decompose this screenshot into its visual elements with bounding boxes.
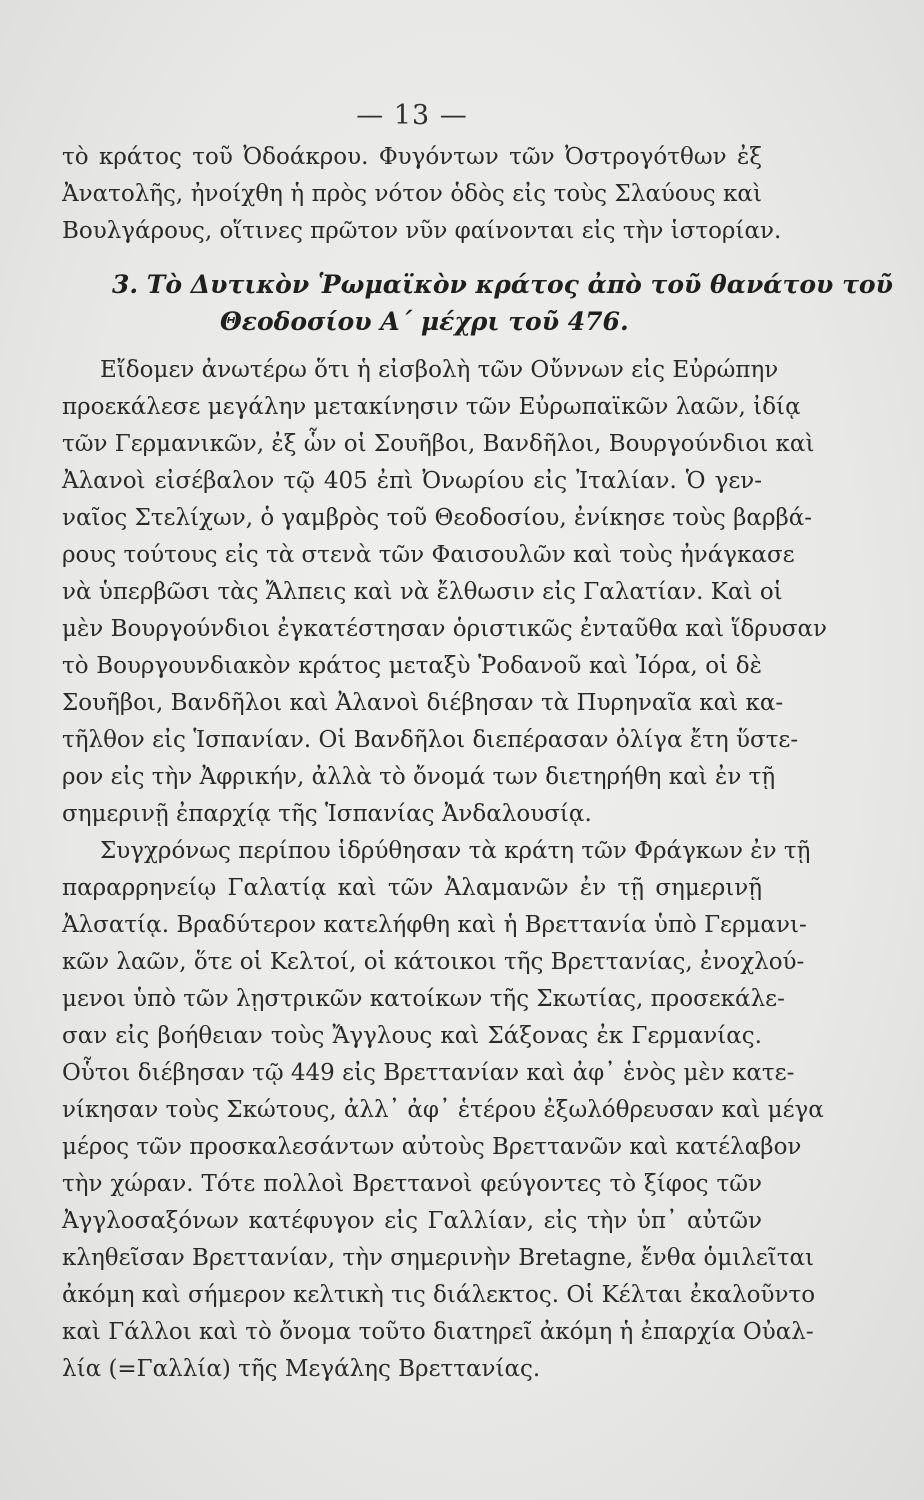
text-line: μενοι ὑπὸ τῶν λῃστρικῶν κατοίκων τῆς Σκωτίας, προσεκάλε- [62,986,785,1012]
text-line: Ἀγγλοσαξόνων κατέφυγον εἰς Γαλλίαν, εἰς τὴν ὑπ᾽ αὐτῶν [62,1208,762,1234]
text-line: μὲν Βουργούνδιοι ἐγκατέστησαν ὁριστικῶς ἐνταῦθα καὶ ἵδρυσαν [62,616,828,642]
text-line: παραρρηνείῳ Γαλατίᾳ καὶ τῶν Ἀλαμανῶν ἐν τῇ σημερινῇ [62,875,762,901]
text-line: ρους τούτους εἰς τὰ στενὰ τῶν Φαισουλῶν καὶ τοὺς ἠνάγκασε [62,542,795,568]
text-line: τῶν Γερμανικῶν, ἐξ ὧν οἱ Σουῆβοι, Βανδῆλοι, Βουργούνδιοι καὶ [62,431,815,457]
text-line: προεκάλεσε μεγάλην μετακίνησιν τῶν Εὐρωπαϊκῶν λαῶν, ἰδίᾳ [62,394,801,420]
text-line: ναῖος Στελίχων, ὁ γαμβρὸς τοῦ Θεοδοσίου, ἐνίκησε τοὺς βαρβά- [62,505,813,531]
text-line: λία (=Γαλλία) τῆς Μεγάλης Βρεττανίας. [62,1356,541,1382]
section-heading-continued: Θεοδοσίου Α΄ μέχρι τοῦ 476. [220,307,629,336]
page-number: — 13 — [356,100,468,131]
text-line: Συγχρόνως περίπου ἱδρύθησαν τὰ κράτη τῶν Φράγκων ἐν τῇ [100,838,811,864]
text-line: νίκησαν τοὺς Σκώτους, ἀλλ᾽ ἀφ᾽ ἑτέρου ἐξωλόθρευσαν καὶ μέγα [62,1097,824,1123]
text-line: Βουλγάρους, οἵτινες πρῶτον νῦν φαίνονται εἰς τὴν ἱστορίαν. [62,218,782,244]
text-line: τῆλθον εἰς Ἱσπανίαν. Οἱ Βανδῆλοι διεπέρασαν ὀλίγα ἔτη ὕστε- [62,727,799,753]
text-line: Οὗτοι διέβησαν τῷ 449 εἰς Βρεττανίαν καὶ ἀφ᾽ ἑνὸς μὲν κατε- [62,1060,795,1086]
text-line: κῶν λαῶν, ὅτε οἱ Κελτοί, οἱ κάτοικοι τῆς Βρεττανίας, ἐνοχλού- [62,949,805,975]
text-line: τὴν χώραν. Τότε πολλοὶ Βρεττανοὶ φεύγοντες τὸ ξίφος τῶν [62,1171,762,1197]
text-line: Ἀνατολῆς, ἠνοίχθη ἡ πρὸς νότον ὁδὸς εἰς τοὺς Σλαύους καὶ [62,181,762,207]
text-line: νὰ ὑπερβῶσι τὰς Ἄλπεις καὶ νὰ ἔλθωσιν εἰς Γαλατίαν. Καὶ οἱ [62,579,783,605]
text-line: μέρος τῶν προσκαλεσάντων αὐτοὺς Βρεττανῶν καὶ κατέλαβον [62,1134,802,1160]
text-line: τὸ κράτος τοῦ Ὀδοάκρου. Φυγόντων τῶν Ὀστρογότθων ἐξ [62,144,762,170]
text-line: τὸ Βουργουνδιακὸν κράτος μεταξὺ Ῥοδανοῦ καὶ Ἰόρα, οἱ δὲ [62,653,762,679]
text-line: Ἀλανοὶ εἰσέβαλον τῷ 405 ἐπὶ Ὀνωρίου εἰς Ἰταλίαν. Ὁ γεν- [62,468,762,494]
text-line: Εἴδομεν ἀνωτέρω ὅτι ἡ εἰσβολὴ τῶν Οὔννων εἰς Εὐρώπην [100,357,779,383]
text-line: Σουῆβοι, Βανδῆλοι καὶ Ἀλανοὶ διέβησαν τὰ Πυρηναῖα καὶ κα- [62,690,784,716]
text-line: ἀκόμη καὶ σήμερον κελτικὴ τις διάλεκτος. Οἱ Κέλται ἐκαλοῦντο [62,1282,816,1308]
text-line: καὶ Γάλλοι καὶ τὸ ὄνομα τοῦτο διατηρεῖ ἀκόμη ἡ ἐπαρχία Οὐαλ- [62,1319,814,1345]
text-line: σημερινῇ ἐπαρχίᾳ τῆς Ἱσπανίας Ἀνδαλουσίᾳ. [62,801,592,827]
text-line: σαν εἰς βοήθειαν τοὺς Ἄγγλους καὶ Σάξονας ἐκ Γερμανίας. [62,1023,762,1049]
text-line: Ἀλσατίᾳ. Βραδύτερον κατελήφθη καὶ ἡ Βρεττανία ὑπὸ Γερμανι- [62,912,807,938]
text-line: ρον εἰς τὴν Ἀφρικήν, ἀλλὰ τὸ ὄνομά των διετηρήθη καὶ ἐν τῇ [62,764,776,790]
section-heading: 3. Τὸ Δυτικὸν Ῥωμαϊκὸν κράτος ἀπὸ τοῦ θανάτου τοῦ [112,270,893,299]
text-line: κληθεῖσαν Βρεττανίαν, τὴν σημερινὴν Bretagne, ἔνθα ὁμιλεῖται [62,1245,815,1271]
